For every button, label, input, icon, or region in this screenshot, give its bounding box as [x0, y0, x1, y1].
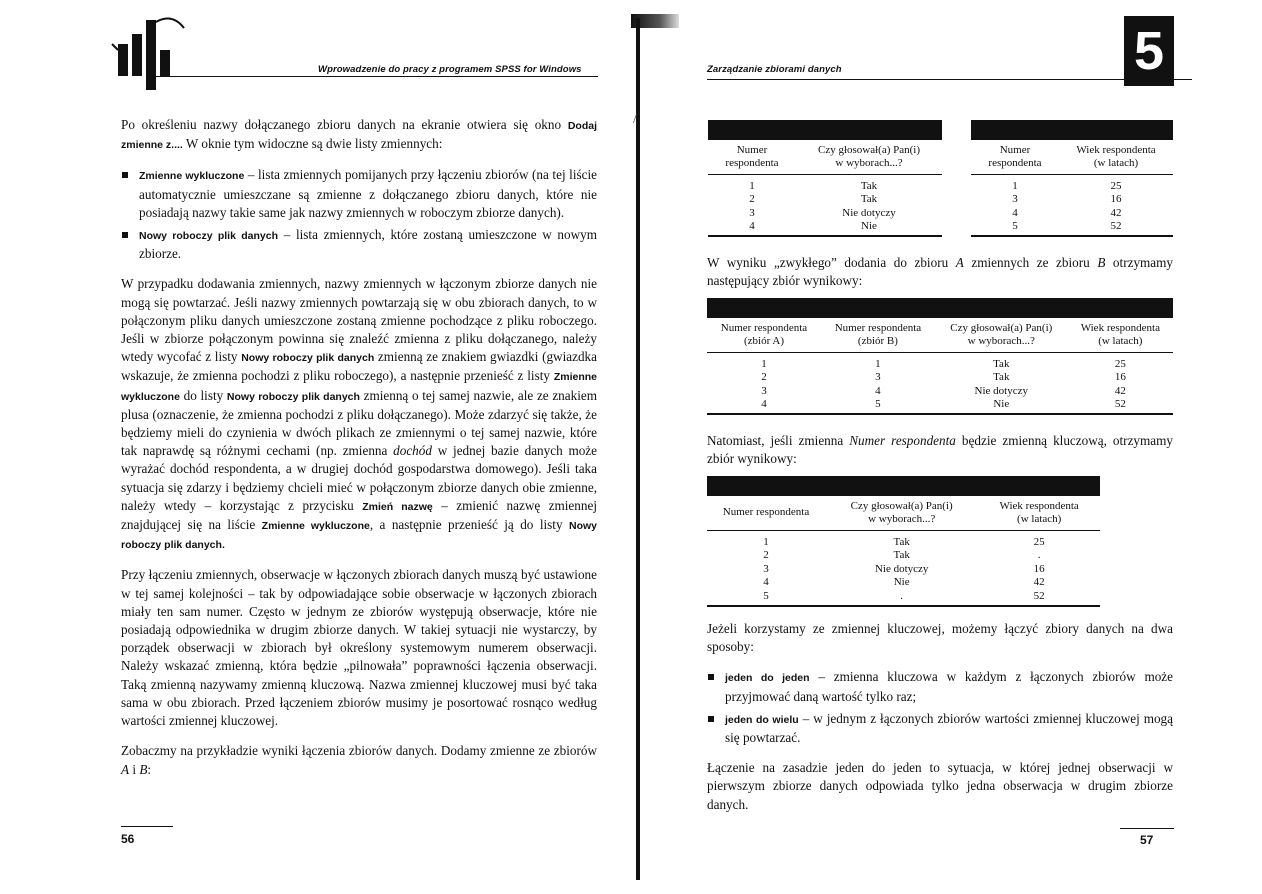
list-bullets [121, 166, 597, 263]
table-row: 2 3 Tak 16 [761, 371, 1126, 383]
table-row: 3 Nie dotyczy [749, 206, 896, 219]
paragraph-key-merge: Natomiast, jeśli zmienna Numer respondenta będzie zmienną kluczową, otrzymamy zbiór wynikowy: [707, 433, 1173, 467]
page-number-rule [1120, 828, 1174, 829]
table-row: 4 42 [1012, 206, 1122, 219]
table-row: 4 5 Nie 52 [707, 398, 1173, 415]
paragraph-one-to-one: Łączenie na zasadzie jeden do jeden to sytuacja, w której jednej obserwacji w pierwszym zbiorze danych odpowiada tylko jedna obserwacja w drugim zbiorze danych. [707, 760, 1173, 812]
table-row: 4 Nie [708, 220, 942, 237]
intro-paragraph: Po określeniu nazwy dołączanego zbioru danych na ekranie otwiera się okno Dodaj zmienne z.... W oknie tym widoczne są dwie listy zmiennych: [121, 117, 597, 152]
table-header: Numer respondenta [708, 140, 796, 175]
table-set-b [971, 120, 1173, 237]
table-row: 5 . 52 [707, 589, 1100, 606]
table-set-a [708, 120, 942, 237]
table-header: Czy głosował(a) Pan(i) w wyborach...? [796, 140, 942, 175]
table-row: 3 16 [1012, 193, 1122, 205]
table-row: 4 Nie 42 [763, 576, 1045, 588]
table-row: 2 Tak [749, 193, 878, 205]
table-header: Wiek respondenta (w latach) [978, 496, 1100, 531]
page-number: 56 [121, 832, 135, 846]
page-number: 57 [1140, 833, 1154, 847]
running-header: Zarządzanie zbiorami danych [707, 64, 842, 75]
page-number-rule [121, 826, 173, 827]
table-row: 3 4 Nie dotyczy 42 [761, 384, 1126, 397]
left-page [0, 0, 630, 894]
table-simple-merge-result [707, 298, 1173, 415]
table-row: 5 52 [971, 220, 1173, 237]
chapter-number-badge: 5 [1124, 16, 1174, 86]
paragraph-simple-merge: W wyniku „zwykłego” dodania do zbioru A zmiennych ze zbioru B otrzymamy następujący zbiór wynikowy: [707, 255, 1173, 289]
table-key-merge-result [707, 476, 1100, 607]
table-row: 2 Tak . [763, 549, 1041, 561]
header-rule [148, 76, 598, 77]
table-header: Numer respondenta (zbiór A) [707, 318, 821, 353]
table-header: Wiek respondenta (w latach) [1068, 318, 1173, 353]
table-row: 1 Tak 25 [763, 535, 1045, 548]
table-row: 1 Tak [749, 179, 878, 192]
list-item: jeden do wielu – w jednym z łączonych zbiorów wartości zmiennej kluczowej mogą się powtarzać. [707, 710, 1173, 747]
table-header: Czy głosował(a) Pan(i) w wyborach...? [825, 496, 978, 531]
paragraph-key-variable: Przy łączeniu zmiennych, obserwacje w łączonych zbiorach danych muszą być ustawione w tej samej kolejności – tak by odpowiadające sobie obserwacje w łączonych zbiorach miały ten sam numer. Często w jednym ze zbiorów występują obserwacje, które nie posiadają odpowiednika w drugim zbiorze danych. W takiej sytuacji nie wystarczy, by porządek obserwacji w zbiorach był określony systemowym numerem obserwacji. Należy wskazać zmienną, która będzie „pilnowała” poprawności łączenia obserwacji. Taką zmienną nazywamy zmienną kluczową. Nazwa zmiennej kluczowej musi być taka sama w obu zbiorach. Przed łączeniem zbiorów musimy je posortować rosnąco według wartości zmiennej kluczowej. [121, 567, 597, 729]
stray-mark: / [633, 112, 637, 127]
list-item: Zmienne wykluczone – lista zmiennych pomijanych przy łączeniu zbiorów (na tej liście automatycznie umieszczane są zmienne z dołączanego zbioru danych, które nie posiadają nazwy takie same jak nazwy zmiennych w roboczym zbiorze danych). [121, 166, 597, 222]
list-bullets [707, 668, 1173, 747]
table-row: 1 25 [1012, 179, 1122, 192]
list-item: jeden do jeden – zmienna kluczowa w każdym z łączonych zbiorów może przyjmować daną wartość tylko raz; [707, 668, 1173, 705]
table-header: Numer respondenta (zbiór B) [821, 318, 935, 353]
paragraph-duplicate-names: W przypadku dodawania zmiennych, nazwy zmiennych w łączonym zbiorze danych nie mogą się powtarzać. Jeśli nazwy zmiennych powtarzają się w obu zbiorach danych, to w połączonym pliku danych umieszczone zostaną zmienne pochodzące z pliku roboczego. Jeśli w zbiorze połączonym powinna się znaleźć zmienna z pliku dołączanego, należy wtedy wycofać z listy Nowy roboczy plik danych zmienną ze znakiem gwiazdki (gwiazdka wskazuje, że zmienna pochodzi z pliku roboczego), a następnie przenieść z listy Zmienne wykluczone do listy Nowy roboczy plik danych zmienną o tej samej nazwie, ale ze znakiem plusa (oznaczenie, że zmienna pochodzi z pliku dołączanego). Może zdarzyć się także, że będziemy mieli do czynienia w dwóch plikach ze zmiennymi o tej samej nazwie, które tak naprawdę są różnymi cechami (np. zmienna dochód w jednej bazie danych może wyrażać dochód respondenta, a w drugiej dochód gospodarstwa domowego). Jeśli taka sytuacja się zdarzy i będziemy chcieli mieć w połączonym zbiorze danych obie zmienne, należy wtedy – korzystając z przycisku Zmień nazwę – zmienić nazwę zmiennej znajdującej się na liście Zmienne wykluczone, a następnie przenieść ją do listy Nowy roboczy plik danych. [121, 276, 597, 552]
paragraph-example: Zobaczmy na przykładzie wyniki łączenia zbiorów danych. Dodamy zmienne ze zbiorów A i B: [121, 743, 597, 777]
table-row: 1 1 Tak 25 [761, 357, 1126, 370]
left-body [121, 116, 597, 791]
table-header: Numer respondenta [971, 140, 1059, 175]
list-item: Nowy roboczy plik danych – lista zmiennych, które zostaną umieszczone w nowym zbiorze. [121, 226, 597, 263]
spss-logo-icon [110, 14, 190, 90]
table-header: Numer respondenta [707, 496, 825, 531]
paragraph-merge-modes: Jeżeli korzystamy ze zmiennej kluczowej, możemy łączyć zbiory danych na dwa sposoby: [707, 621, 1173, 655]
table-header: Czy głosował(a) Pan(i) w wyborach...? [935, 318, 1068, 353]
running-header: Wprowadzenie do pracy z programem SPSS for Windows [318, 64, 582, 75]
table-row: 3 Nie dotyczy 16 [763, 562, 1045, 575]
header-rule [707, 79, 1192, 80]
right-lower-body [707, 620, 1173, 826]
table-header: Wiek respondenta (w latach) [1059, 140, 1173, 175]
